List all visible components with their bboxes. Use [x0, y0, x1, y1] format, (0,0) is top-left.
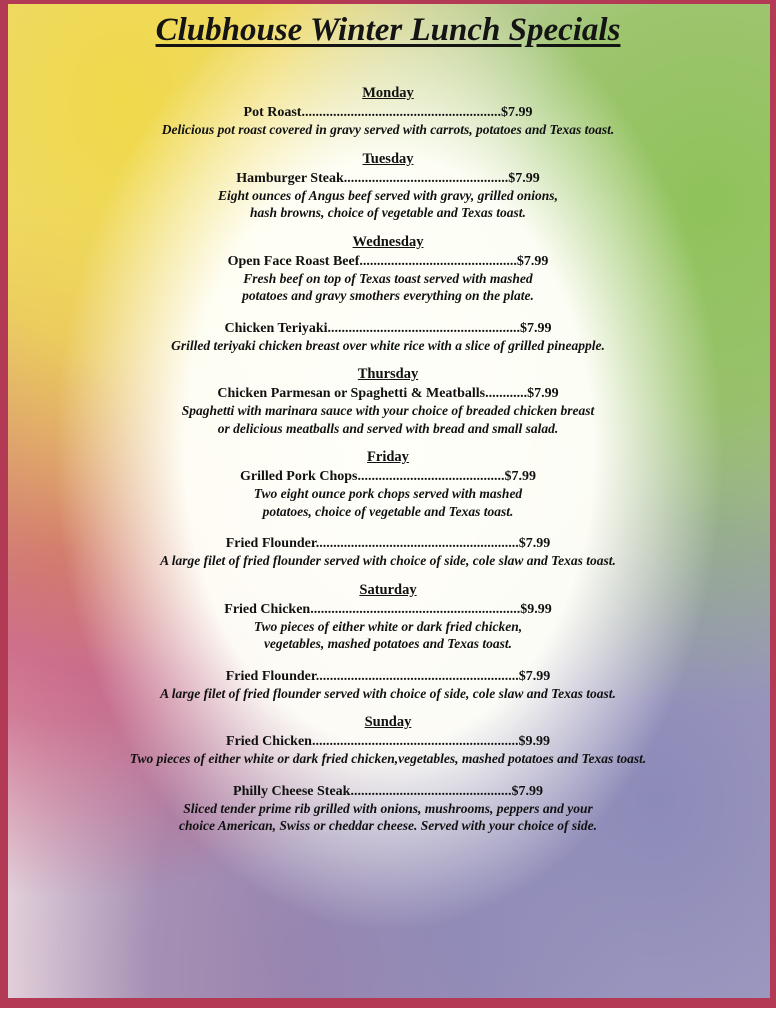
- menu-item-line: [0, 733, 776, 750]
- menu-item-description: Grilled teriyaki chicken breast over white rice with a slice of grilled pineapple.: [171, 337, 605, 353]
- day-heading-sunday: Sunday: [364, 714, 412, 730]
- menu-item: [0, 733, 776, 768]
- menu-item-description: or delicious meatballs and served with bread and small salad.: [217, 420, 559, 436]
- menu-item-price: $9.99: [520, 601, 552, 617]
- dot-leader: .............................................: [359, 253, 517, 269]
- menu-item-description: Delicious pot roast covered in gravy served with carrots, potatoes and Texas toast.: [161, 122, 615, 137]
- menu-item-price: $7.99: [518, 536, 551, 551]
- menu-item-description: vegetables, mashed potatoes and Texas toast.: [263, 636, 513, 651]
- day-heading-saturday: Saturday: [359, 581, 417, 598]
- menu-item-description: potatoes, choice of vegetable and Texas toast.: [262, 503, 514, 519]
- day-heading-tuesday: Tuesday: [362, 150, 414, 167]
- menu-item-line: [0, 535, 776, 552]
- menu-item: [0, 170, 776, 222]
- menu-item-description: potatoes and gravy smothers everything on the plate.: [242, 288, 534, 303]
- dot-leader: ............: [485, 386, 528, 401]
- menu-item-line: [0, 468, 776, 485]
- menu-item-description: Spaghetti with marinara sauce with your choice of breaded chicken breast: [181, 403, 595, 418]
- dot-leader: ...............................................: [343, 170, 509, 186]
- menu-item-name: Hamburger Steak: [236, 170, 344, 186]
- menu-item: [0, 601, 776, 653]
- menu-item-description: A large filet of fried flounder served with choice of side, cole slaw and Texas toast.: [160, 685, 616, 701]
- menu-item-name: Chicken Teriyaki: [224, 320, 328, 336]
- menu-item-price: $7.99: [520, 320, 552, 336]
- menu-item-name: Open Face Roast Beef: [227, 253, 360, 269]
- menu-item-name: Philly Cheese Steak: [233, 783, 351, 799]
- menu-item-line: [0, 320, 776, 337]
- menu-item: [0, 535, 776, 570]
- menu-item: [0, 468, 776, 520]
- dot-leader: ..........................................................: [315, 668, 519, 684]
- menu-item-description: Two pieces of either white or dark fried chicken,: [253, 618, 523, 634]
- page-title: Clubhouse Winter Lunch Specials: [155, 12, 621, 48]
- menu-item: [0, 104, 776, 139]
- menu-item-price: $9.99: [518, 734, 550, 749]
- menu-item-description: Sliced tender prime rib grilled with onions, mushrooms, peppers and your: [183, 800, 593, 816]
- dot-leader: ..........................................: [357, 469, 505, 484]
- menu-list: [0, 85, 776, 835]
- dot-leader: ............................................................: [310, 601, 521, 617]
- day-heading-monday: Monday: [362, 85, 414, 101]
- menu-item-description: Eight ounces of Angus beef served with gravy, grilled onions,: [218, 187, 558, 203]
- day-heading-thursday: Thursday: [357, 366, 419, 382]
- menu-item-name: Grilled Pork Chops: [240, 469, 358, 484]
- menu-item-description: choice American, Swiss or cheddar cheese. Served with your choice of side.: [179, 818, 597, 833]
- menu-item-description: A large filet of fried flounder served with choice of side, cole slaw and Texas toast.: [160, 553, 616, 568]
- menu-item: [0, 320, 776, 355]
- dot-leader: ..............................................: [350, 783, 512, 799]
- menu-item-price: $7.99: [508, 170, 540, 186]
- menu-item-price: $7.99: [527, 386, 559, 401]
- menu-item-name: Fried Flounder: [225, 536, 316, 551]
- day-heading-wednesday: Wednesday: [352, 233, 424, 250]
- menu-item-name: Fried Chicken: [224, 601, 311, 617]
- menu-item-name: Fried Chicken: [226, 734, 312, 749]
- dot-leader: .......................................................: [327, 320, 521, 336]
- menu-item-line: [0, 385, 776, 402]
- menu-item-line: [0, 783, 776, 800]
- menu-item: [0, 668, 776, 703]
- menu-item-price: $7.99: [516, 253, 549, 269]
- menu-item-price: $7.99: [500, 105, 533, 120]
- menu-item: [0, 253, 776, 305]
- dot-leader: ...........................................................: [311, 734, 519, 749]
- menu-item-line: [0, 668, 776, 685]
- menu-item-line: [0, 601, 776, 618]
- menu-item-price: $7.99: [511, 783, 543, 799]
- menu-item-description: Fresh beef on top of Texas toast served with mashed: [243, 270, 533, 286]
- menu-item-description: hash browns, choice of vegetable and Texas toast.: [250, 205, 526, 220]
- menu-item-description: Two eight ounce pork chops served with mashed: [253, 486, 523, 501]
- menu-item-price: $7.99: [504, 469, 536, 484]
- menu-item-line: [0, 104, 776, 121]
- dot-leader: ..........................................................: [315, 536, 519, 551]
- menu-item-line: [0, 253, 776, 270]
- dot-leader: .........................................................: [301, 105, 501, 120]
- menu-item-description: Two pieces of either white or dark fried chicken,vegetables, mashed potatoes and Texas toast.: [129, 751, 647, 766]
- day-heading-friday: Friday: [367, 449, 409, 465]
- menu-item-price: $7.99: [518, 668, 551, 684]
- menu-item: [0, 783, 776, 835]
- menu-item-name: Fried Flounder: [225, 668, 316, 684]
- menu-item-name: Chicken Parmesan or Spaghetti & Meatballs: [217, 386, 486, 401]
- menu-item: [0, 385, 776, 437]
- menu-item-name: Pot Roast: [243, 105, 302, 120]
- menu-item-line: [0, 170, 776, 187]
